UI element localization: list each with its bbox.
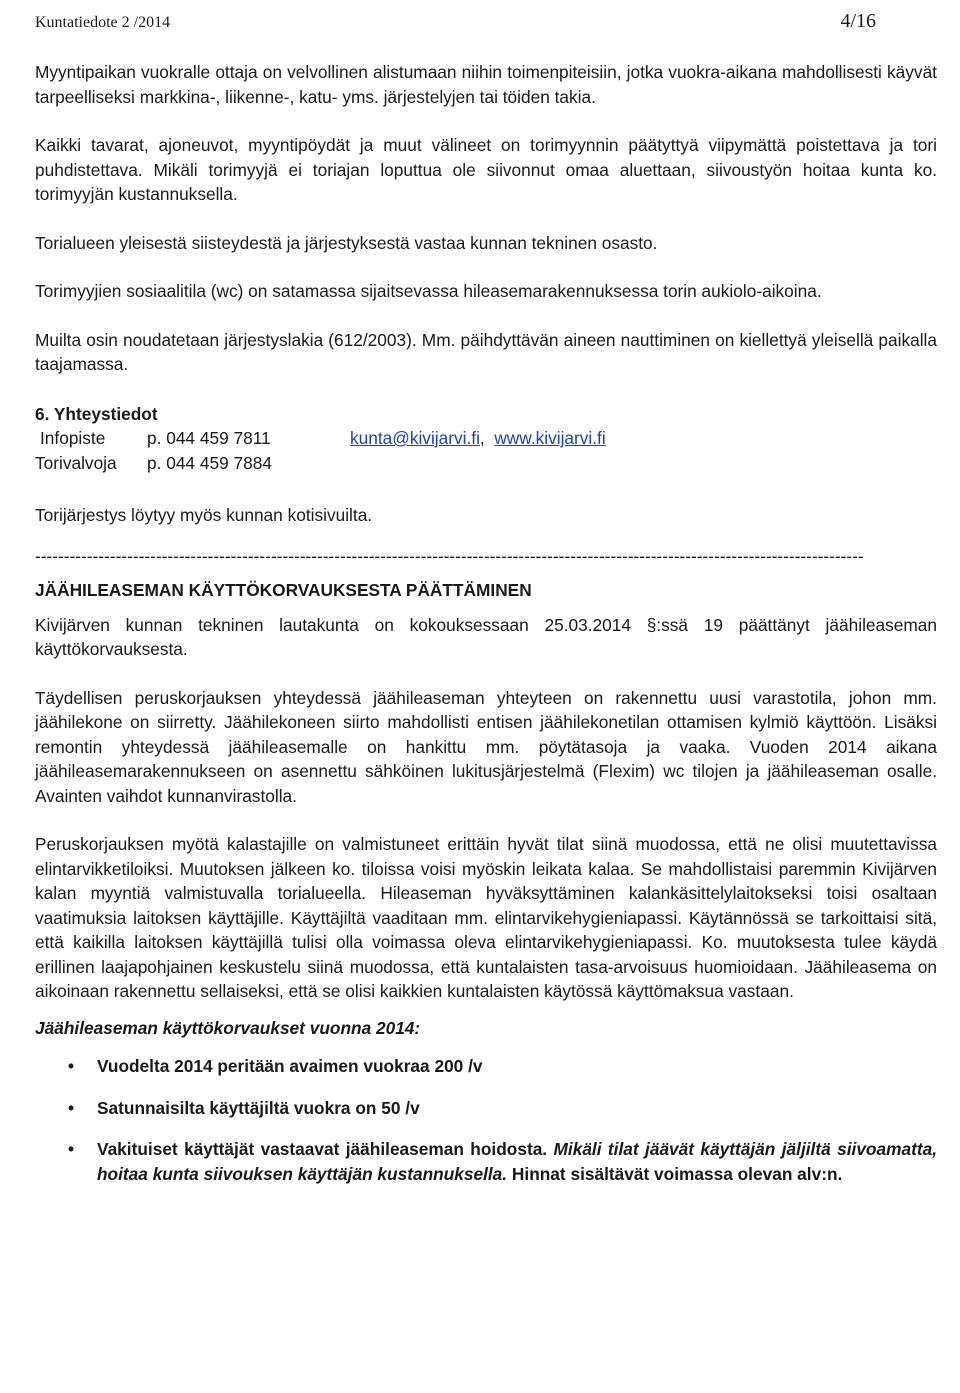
paragraph-rental-obligations: Myyntipaikan vuokralle ottaja on velvollinen alistumaan niihin toimenpiteisiin, jotka vuokra-aikana mahdollisesti käyvät tarpeelliseksi markkina-, liikenne-, katu- yms. järjestelyjen tai töiden takia. xyxy=(35,62,937,107)
bullet-icon: • xyxy=(68,1097,75,1118)
page-header xyxy=(35,10,876,36)
paragraph-decision: Kivijärven kunnan tekninen lautakunta on kokouksessaan 25.03.2014 §:ssä 19 päättänyt jäähileaseman käyttökorvauksesta. xyxy=(35,614,937,659)
bullet-icon: • xyxy=(68,1139,75,1159)
contact-label: Torivalvoja xyxy=(35,452,117,473)
list-item-text: Hinnat sisältävät voimassa olevan alv:n. xyxy=(511,1163,843,1184)
section-divider: ------------------------------------------------------------------------------------------------------------------------------------------------ xyxy=(35,545,864,566)
contact-row-torivalvoja xyxy=(35,451,937,476)
link-separator: , xyxy=(479,428,485,448)
list-item xyxy=(35,1054,937,1079)
contacts-heading: 6. Yhteystiedot xyxy=(35,403,158,424)
list-item xyxy=(35,1137,937,1186)
bullet-icon: • xyxy=(68,1056,75,1076)
paragraph-renovation: Täydellisen peruskorjauksen yhteydessä jäähileaseman yhteyteen on rakennettu uusi varastotila, johon mm. jäähilekone on siirretty. Jäähilekoneen siirto mahdollisti entisen jäähilekonetilan ottamisen kylmiö käyttöön. Lisäksi remontin yhteydessä jäähileasemalle on hankittu mm. pöytätasoja ja vaaka. Vuoden 2014 aikana jäähileasemarakennukseen on asennettu sähköinen lukitusjärjestelmä (Flexim) wc tilojen ja jäähileaseman osalle. Avainten vaihdot kunnanvirastolla. xyxy=(35,687,937,806)
fees-heading: Jäähileaseman käyttökorvaukset vuonna 2014: xyxy=(35,1017,421,1038)
contact-links xyxy=(350,426,606,451)
website-link[interactable]: www.kivijarvi.fi xyxy=(494,428,606,448)
paragraph-cleanliness: Torialueen yleisestä siisteydestä ja järjestyksestä vastaa kunnan tekninen osasto. xyxy=(35,232,658,253)
page-number: 4/16 xyxy=(840,10,876,32)
section-title: JÄÄHILEASEMAN KÄYTTÖKORVAUKSESTA PÄÄTTÄMINEN xyxy=(35,580,532,600)
contact-phone: p. 044 459 7884 xyxy=(147,452,272,473)
paragraph-cleanup: Kaikki tavarat, ajoneuvot, myyntipöydät ja muut välineet on torimyynnin päätyttyä viipymättä poistettava ja tori puhdistettava. Mikäli torimyyjä ei toriajan loputtua ole siivonnut omaa aluettaan, siivoustyön hoitaa kunta ko. torimyyjän kustannuksella. xyxy=(35,135,937,204)
document-title: Kuntatiedote 2 /2014 xyxy=(35,14,171,31)
list-item-text: Vakituiset käyttäjät vastaavat jäähileaseman hoidosta. xyxy=(97,1139,548,1159)
email-link[interactable]: kunta@kivijarvi.fi xyxy=(350,428,480,448)
contact-phone: p. 044 459 7811 xyxy=(147,428,271,448)
contacts-note: Torijärjestys löytyy myös kunnan kotisivuilta. xyxy=(35,505,373,525)
list-item xyxy=(35,1096,937,1121)
paragraph-fishermen: Peruskorjauksen myötä kalastajille on valmistuneet erittäin hyvät tilat siinä muodossa, että ne olisi muutettavissa elintarvikketiloiksi. Muutoksen jälkeen ko. tiloissa voisi myöskin leikata kalaa. Se mahdollistaisi paremmin Kivijärven kalan myyntiä valmistuvalla torialueella. Hileaseman hyväksyttäminen kalankäsittelylaitokseksi toisi osaltaan vaatimuksia laitoksen käyttäjille. Käyttäjiltä vaaditaan mm. elintarvikehygieniapassi. Käytännössä se tarkoittaisi sitä, että kaikilla laitoksen käyttäjillä tulisi olla voimassa oleva elintarvikehygieniapassi. Ko. muutoksesta tulee käydä erillinen laajapohjainen keskustelu siinä muodossa, että kuntalaisten tasa-arvoisuus huomioidaan. Jäähileasema on aikoinaan rakennettu sellaiseksi, että se olisi kaikkien kuntalaisten käytössä käyttömaksua vastaan. xyxy=(35,834,937,1001)
list-item-text: Vuodelta 2014 peritään avaimen vuokraa 200 /v xyxy=(97,1056,483,1076)
contact-row-infopiste xyxy=(35,426,937,451)
document-body xyxy=(35,60,937,1203)
list-item-text-italic: Mikäli tilat jäävät käyttäjän jäljiltä siivoamatta, hoitaa kunta siivouksen käyttäjän kustannuksella. xyxy=(97,1139,937,1184)
fees-list xyxy=(35,1054,937,1186)
paragraph-facilities: Torimyyjien sosiaalitila (wc) on satamassa sijaitsevassa hileasemarakennuksessa torin aukiolo-aikoina. xyxy=(35,281,822,301)
list-item-text: Satunnaisilta käyttäjiltä vuokra on 50 /v xyxy=(97,1097,420,1118)
contact-label: Infopiste xyxy=(40,428,106,448)
paragraph-regulations: Muilta osin noudatetaan järjestyslakia (612/2003). Mm. päihdyttävän aineen nauttiminen on kiellettyä yleisellä paikalla taajamassa. xyxy=(35,329,937,374)
